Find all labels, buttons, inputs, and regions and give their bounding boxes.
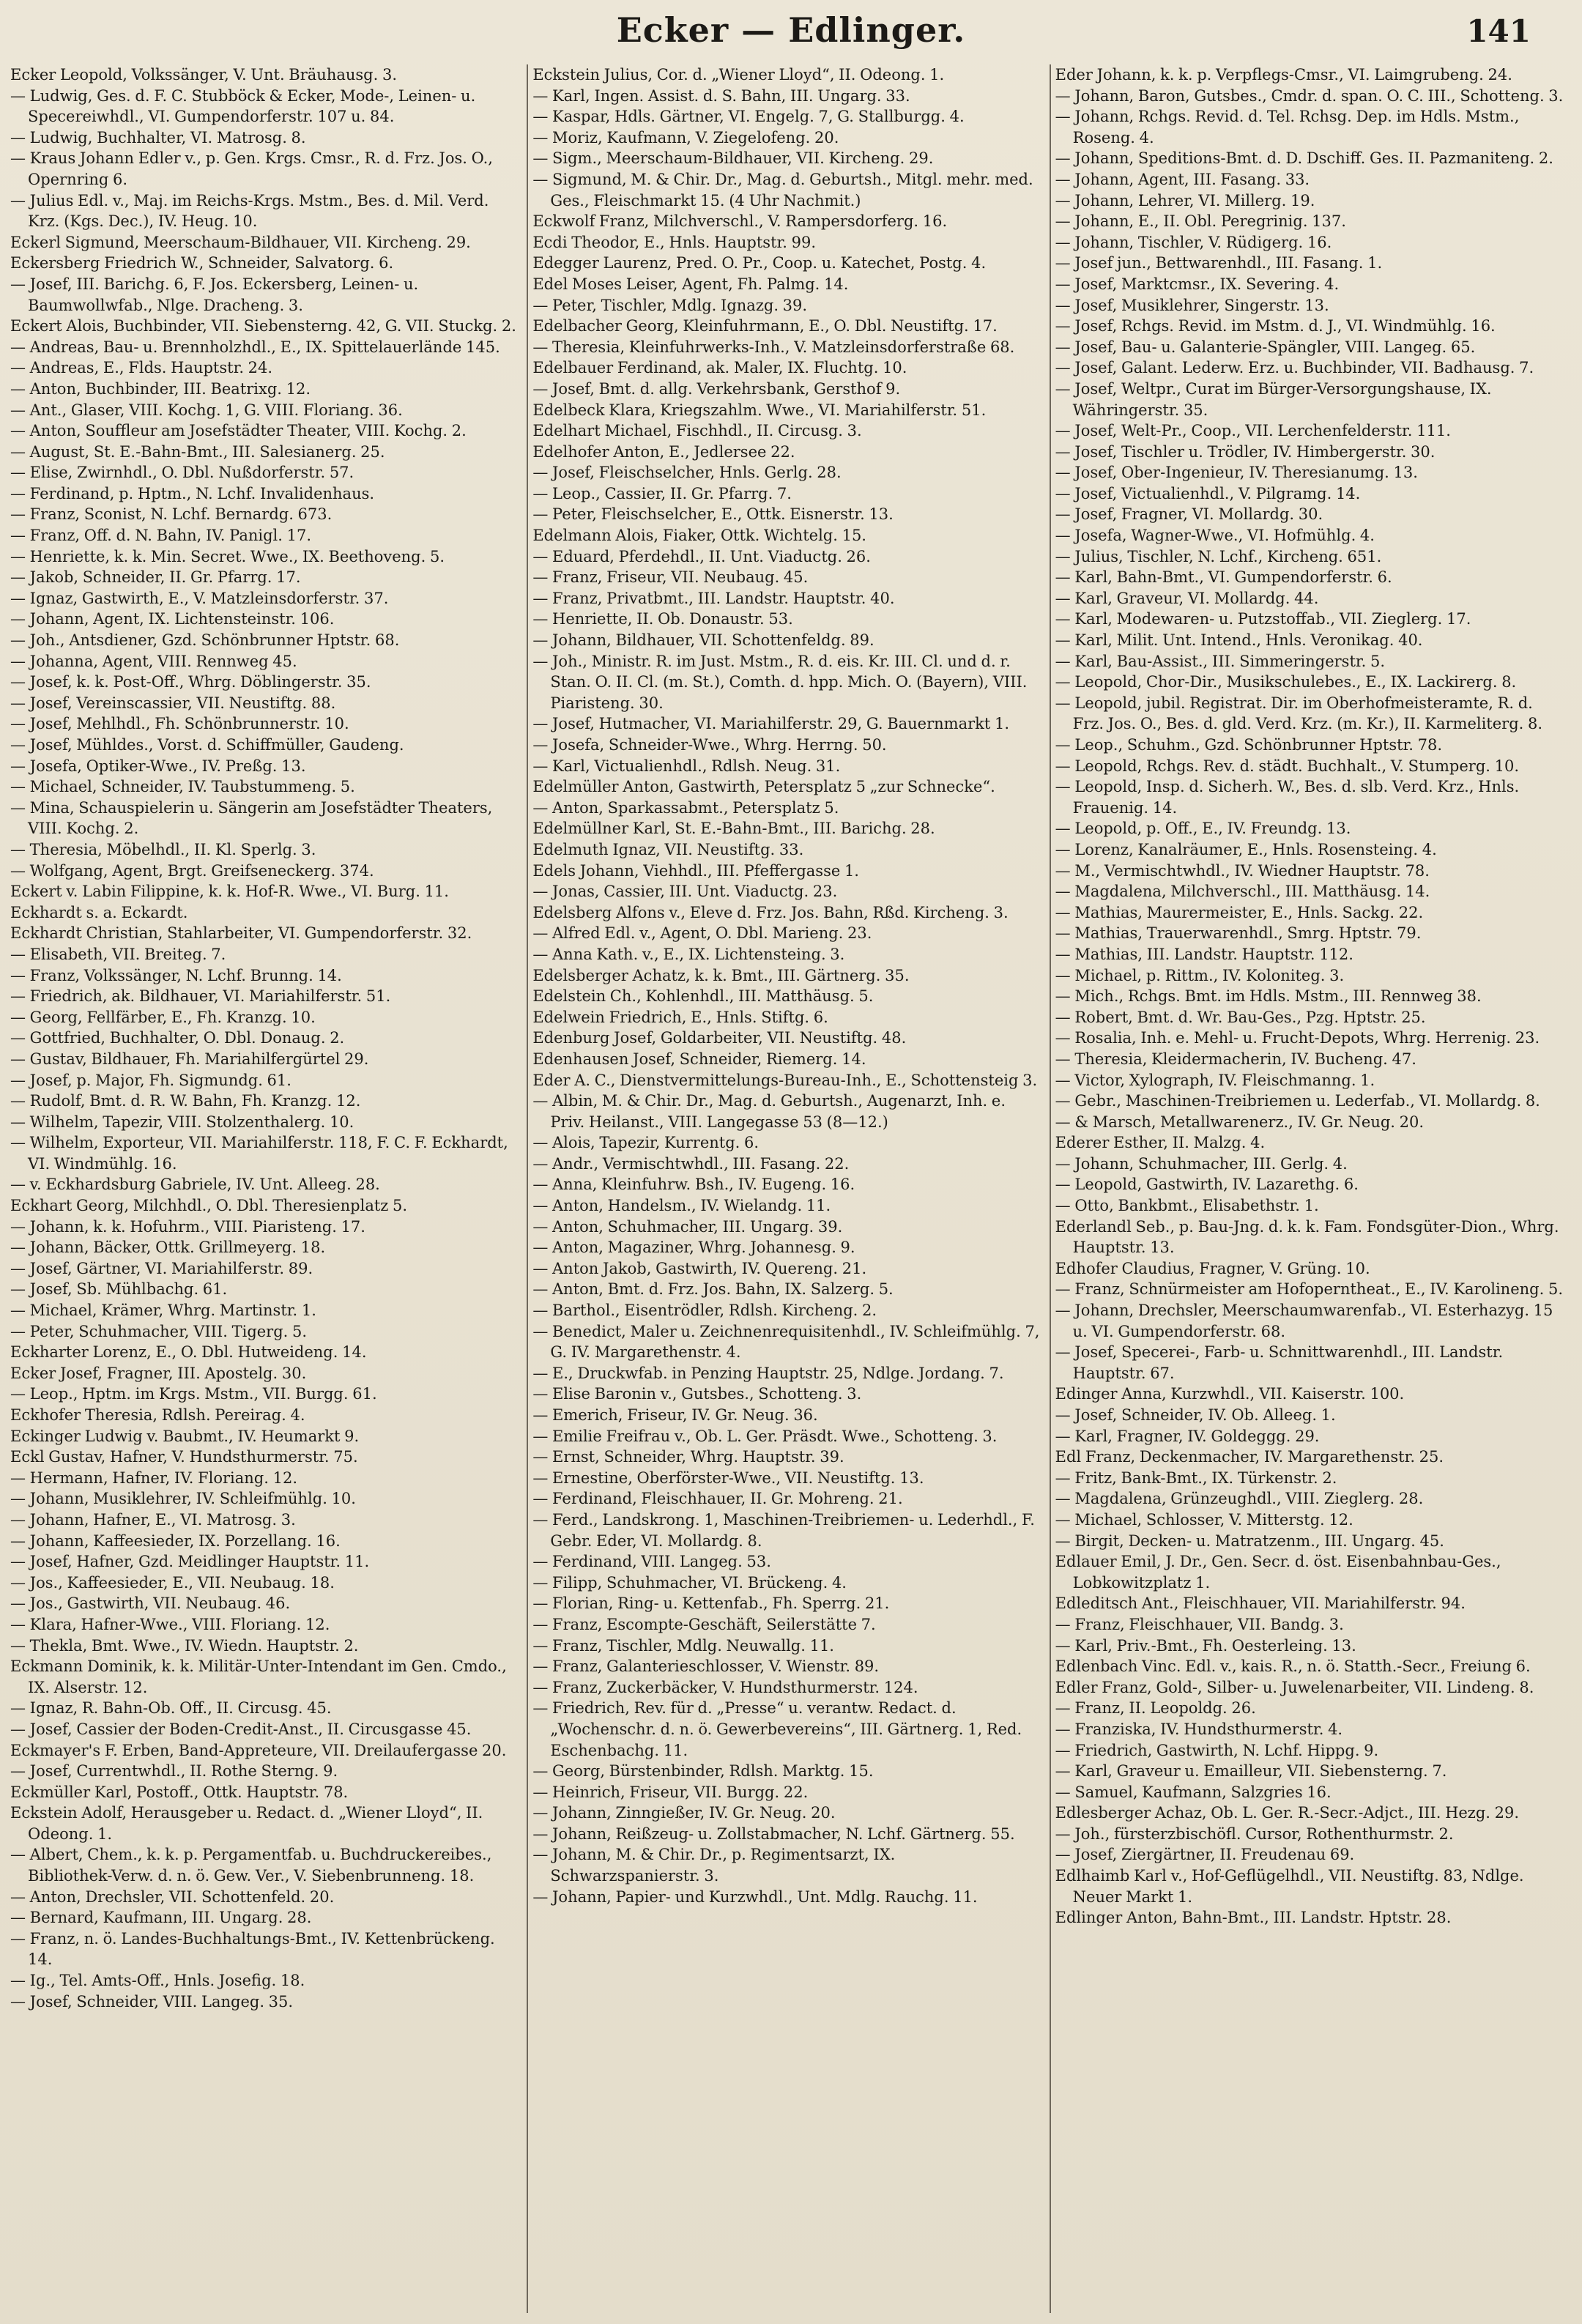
directory-entry: — Josef, Schneider, VIII. Langeg. 35. <box>10 1992 294 2011</box>
directory-entry: — Leopold, Chor-Dir., Musikschulebes., E., IX. Lackirerg. 8. <box>1055 673 1517 691</box>
directory-entry: — Josef, Bau- u. Galanterie-Spängler, VIII. Langeg. 65. <box>1055 338 1476 356</box>
directory-entry: — Josef, Bmt. d. allg. Verkehrsbank, Gersthof 9. <box>532 379 901 398</box>
directory-entry: Eder A. C., Dienstvermittelungs-Bureau-Inh., E., Schottensteig 3. <box>532 1071 1038 1089</box>
directory-entry: — Joh., Antsdiener, Gzd. Schönbrunner Hptstr. 68. <box>10 631 400 650</box>
directory-entry: — Rosalia, Inh. e. Mehl- u. Frucht-Depots, Whrg. Herrenig. 23. <box>1055 1029 1540 1047</box>
directory-entry: — Karl, Ingen. Assist. d. S. Bahn, III. Ungarg. 33. <box>532 86 910 105</box>
directory-entry: — Johann, Papier- und Kurzwhdl., Unt. Mdlg. Rauchg. 11. <box>532 1887 978 1906</box>
directory-entry: — August, St. E.-Bahn-Bmt., III. Salesianerg. 25. <box>10 442 385 461</box>
directory-entry: Eckerl Sigmund, Meerschaum-Bildhauer, VII. Kircheng. 29. <box>10 233 471 251</box>
directory-entry: — Klara, Hafner-Wwe., VIII. Floriang. 12. <box>10 1615 330 1633</box>
directory-entry: — Johann, Schuhmacher, III. Gerlg. 4. <box>1055 1154 1348 1173</box>
directory-entry: — Gustav, Bildhauer, Fh. Mariahilfergürtel 29. <box>10 1050 369 1068</box>
directory-entry: — Friedrich, Rev. für d. „Presse“ u. verantw. Redact. d. „Wochenschr. d. n. ö. Gewerbevereins“, III. Gärtnerg. 1, Red. Eschenbachg. 11. <box>532 1699 1022 1759</box>
directory-entry: — Franz, Zuckerbäcker, V. Hundsthurmerstr. 124. <box>532 1678 918 1696</box>
directory-entry: — Jos., Kaffeesieder, E., VII. Neubaug. 18. <box>10 1573 335 1592</box>
directory-entry: — Georg, Fellfärber, E., Fh. Kranzg. 10. <box>10 1008 316 1026</box>
directory-entry: — Jakob, Schneider, II. Gr. Pfarrg. 17. <box>10 568 301 587</box>
directory-entry: — Ferdinand, p. Hptm., N. Lchf. Invalidenhaus. <box>10 484 375 502</box>
directory-entry: — Mathias, Maurermeister, E., Hnls. Sackg. 22. <box>1055 903 1424 921</box>
directory-entry: — Andreas, Bau- u. Brennholzhdl., E., IX. Spittelauerlände 145. <box>10 338 500 356</box>
directory-entry: — Andr., Vermischtwhdl., III. Fasang. 22. <box>532 1154 850 1173</box>
directory-entry: — Fritz, Bank-Bmt., IX. Türkenstr. 2. <box>1055 1469 1337 1487</box>
directory-entry: Edhofer Claudius, Fragner, V. Grüng. 10. <box>1055 1259 1370 1277</box>
directory-entry: — Johann, E., II. Obl. Peregrinig. 137. <box>1055 212 1346 231</box>
directory-entry: — Gottfried, Buchhalter, O. Dbl. Donaug. 2. <box>10 1029 345 1047</box>
directory-entry: — Ignaz, R. Bahn-Ob. Off., II. Circusg. 45. <box>10 1699 332 1718</box>
directory-entry: — Benedict, Maler u. Zeichnenrequisitenhdl., IV. Schleifmühlg. 7, G. IV. Margarethenstr. 4. <box>532 1322 1040 1362</box>
directory-entry: — Joh., fürsterzbischöfl. Cursor, Rothenthurmstr. 2. <box>1055 1824 1454 1843</box>
directory-entry: — Franz, Privatbmt., III. Landstr. Hauptstr. 40. <box>532 589 895 607</box>
directory-entry: Eckstein Julius, Cor. d. „Wiener Lloyd“, II. Odeong. 1. <box>532 66 945 83</box>
column-3 <box>1051 64 1573 2313</box>
directory-entry: — Magdalena, Milchverschl., III. Matthäusg. 14. <box>1055 883 1430 901</box>
directory-entry: — Johann, Agent, III. Fasang. 33. <box>1055 170 1310 188</box>
directory-entry: — Andreas, E., Flds. Hauptstr. 24. <box>10 359 273 377</box>
directory-entry: — Hermann, Hafner, IV. Floriang. 12. <box>10 1469 297 1487</box>
directory-entry: — Anton, Schuhmacher, III. Ungarg. 39. <box>532 1217 843 1236</box>
directory-entry: — Johann, Tischler, V. Rüdigerg. 16. <box>1055 233 1332 251</box>
directory-entry: — Josef, Mühldes., Vorst. d. Schiffmüller, Gaudeng. <box>10 736 404 754</box>
directory-entry: — Karl, Graveur u. Emailleur, VII. Siebensterng. 7. <box>1055 1762 1447 1781</box>
directory-entry: — Theresia, Kleidermacherin, IV. Bucheng. 47. <box>1055 1050 1416 1068</box>
directory-entry: — Johann, Baron, Gutsbes., Cmdr. d. span. O. C. III., Schotteng. 3. <box>1055 86 1564 105</box>
directory-entry: Eckmüller Karl, Postoff., Ottk. Hauptstr. 78. <box>10 1783 349 1801</box>
directory-entry: — Josef jun., Bettwarenhdl., III. Fasang. 1. <box>1055 254 1383 272</box>
directory-entry: Eckharter Lorenz, E., O. Dbl. Hutweideng. 14. <box>10 1343 367 1362</box>
directory-entry: — Peter, Schuhmacher, VIII. Tigerg. 5. <box>10 1322 308 1340</box>
directory-entry: — Ludwig, Buchhalter, VI. Matrosg. 8. <box>10 128 306 146</box>
directory-entry: — Johann, Lehrer, VI. Millerg. 19. <box>1055 191 1315 209</box>
directory-entry: — Karl, Modewaren- u. Putzstoffab., VII. Zieglerg. 17. <box>1055 610 1471 628</box>
directory-entry: Edelhart Michael, Fischhdl., II. Circusg. 3. <box>532 422 862 440</box>
directory-entry: Edl Franz, Deckenmacher, IV. Margarethenstr. 25. <box>1055 1448 1444 1466</box>
directory-entry: — Franz, Sconist, N. Lchf. Bernardg. 673. <box>10 505 333 524</box>
directory-entry: — Sigmund, M. & Chir. Dr., Mag. d. Geburtsh., Mitgl. mehr. med. Ges., Fleischmarkt 15. (4 Uhr Nachmit.) <box>532 170 1033 209</box>
directory-entry: — Samuel, Kaufmann, Salzgries 16. <box>1055 1783 1332 1801</box>
directory-entry: — Josef, Fragner, VI. Mollardg. 30. <box>1055 505 1323 524</box>
directory-entry: — Peter, Fleischselcher, E., Ottk. Eisnerstr. 13. <box>532 505 894 524</box>
directory-entry: Ecker Leopold, Volkssänger, V. Unt. Bräuhausg. 3. <box>10 66 397 83</box>
directory-entry: — Sigm., Meerschaum-Bildhauer, VII. Kircheng. 29. <box>532 149 934 168</box>
directory-entry: — Michael, p. Rittm., IV. Koloniteg. 3. <box>1055 966 1345 984</box>
directory-entry: — Ignaz, Gastwirth, E., V. Matzleinsdorferstr. 37. <box>10 589 389 607</box>
directory-entry: — Karl, Bau-Assist., III. Simmeringerstr. 5. <box>1055 652 1386 670</box>
directory-entry: Edinger Anna, Kurzwhdl., VII. Kaiserstr. 100. <box>1055 1385 1405 1403</box>
directory-entry: — Johann, Bäcker, Ottk. Grillmeyerg. 18. <box>10 1239 326 1257</box>
directory-entry: Edegger Laurenz, Pred. O. Pr., Coop. u. Katechet, Postg. 4. <box>532 254 987 272</box>
directory-entry: Edelhofer Anton, E., Jedlersee 22. <box>532 442 795 461</box>
directory-entry: — Johann, Rchgs. Revid. d. Tel. Rchsg. Dep. im Hdls. Mstm., Roseng. 4. <box>1055 108 1520 146</box>
directory-entry: — Franz, Volkssänger, N. Lchf. Brunng. 14. <box>10 966 342 984</box>
directory-entry: Eckmayer's F. Erben, Band-Appreteure, VII. Dreilaufergasse 20. <box>10 1741 507 1759</box>
directory-entry: — Karl, Milit. Unt. Intend., Hnls. Veronikag. 40. <box>1055 631 1423 650</box>
directory-entry: — Leopold, jubil. Registrat. Dir. im Oberhofmeisteramte, R. d. Frz. Jos. O., Bes. d. gld. Verd. Krz. (m. Kr.), II. Karmeliterg. 8. <box>1055 694 1543 733</box>
directory-entry: — Leopold, p. Off., E., IV. Freundg. 13. <box>1055 820 1351 838</box>
directory-entry: Edelbacher Georg, Kleinfuhrmann, E., O. Dbl. Neustiftg. 17. <box>532 317 998 335</box>
directory-entry: — Josef, Tischler u. Trödler, IV. Himbergerstr. 30. <box>1055 442 1436 461</box>
directory-entry: — Karl, Priv.-Bmt., Fh. Oesterleing. 13. <box>1055 1636 1356 1655</box>
directory-entry: Edleditsch Ant., Fleischhauer, VII. Mariahilferstr. 94. <box>1055 1594 1466 1613</box>
directory-entry: — Franz, Friseur, VII. Neubaug. 45. <box>532 568 809 587</box>
directory-entry: Edels Johann, Viehhdl., III. Pfeffergasse 1. <box>532 861 859 880</box>
directory-entry: — Karl, Fragner, IV. Goldeggg. 29. <box>1055 1427 1320 1445</box>
directory-entry: — Anna, Kleinfuhrw. Bsh., IV. Eugeng. 16. <box>532 1176 855 1194</box>
directory-entry: — Josef, Vereinscassier, VII. Neustiftg. 88. <box>10 694 336 712</box>
directory-entry: — Franz, Galanterieschlosser, V. Wienstr. 89. <box>532 1657 880 1676</box>
directory-entry: — Friedrich, ak. Bildhauer, VI. Mariahilferstr. 51. <box>10 987 391 1006</box>
directory-entry: — Anna Kath. v., E., IX. Lichtensteing. 3. <box>532 945 845 963</box>
directory-entry: — Josef, Cassier der Boden-Credit-Anst., II. Circusgasse 45. <box>10 1720 472 1738</box>
directory-entry: — Josef, Gärtner, VI. Mariahilferstr. 89. <box>10 1259 313 1277</box>
directory-entry: — Josef, Rchgs. Revid. im Mstm. d. J., VI. Windmühlg. 16. <box>1055 317 1496 335</box>
directory-entry: — Julius Edl. v., Maj. im Reichs-Krgs. Mstm., Bes. d. Mil. Verd. Krz. (Kgs. Dec.), IV. Heug. 10. <box>10 191 489 231</box>
directory-entry: Eckhardt Christian, Stahlarbeiter, VI. Gumpendorferstr. 32. <box>10 924 472 943</box>
directory-entry: — Karl, Victualienhdl., Rdlsh. Neug. 31. <box>532 757 841 775</box>
directory-entry: — Johann, Bildhauer, VII. Schottenfeldg. 89. <box>532 631 874 650</box>
directory-entry: — Heinrich, Friseur, VII. Burgg. 22. <box>532 1783 809 1801</box>
directory-entry: — Johann, M. & Chir. Dr., p. Regimentsarzt, IX. Schwarzspanierstr. 3. <box>532 1846 896 1885</box>
directory-entry: — Karl, Graveur, VI. Mollardg. 44. <box>1055 589 1319 607</box>
directory-entry: — E., Druckwfab. in Penzing Hauptstr. 25, Ndlge. Jordang. 7. <box>532 1364 1004 1382</box>
directory-entry: — & Marsch, Metallwarenerz., IV. Gr. Neug. 20. <box>1055 1113 1425 1131</box>
directory-entry: — Johann, Drechsler, Meerschaumwarenfab., VI. Esterhazyg. 15 u. VI. Gumpendorferstr. 68. <box>1055 1302 1553 1340</box>
directory-entry: Edelmuth Ignaz, VII. Neustiftg. 33. <box>532 840 804 858</box>
directory-entry: — Ferd., Landskrong. 1, Maschinen-Treibriemen- u. Lederhdl., F. Gebr. Eder, VI. Mollardg. 8. <box>532 1510 1035 1550</box>
directory-entry: — Leop., Schuhm., Gzd. Schönbrunner Hptstr. 78. <box>1055 736 1443 754</box>
directory-entry: Ederlandl Seb., p. Bau-Jng. d. k. k. Fam. Fondsgüter-Dion., Whrg. Hauptstr. 13. <box>1055 1217 1559 1257</box>
directory-entry: Edelmüller Anton, Gastwirth, Petersplatz 5 „zur Schnecke“. <box>532 778 995 796</box>
directory-entry: — Johann, Kaffeesieder, IX. Porzellang. 16. <box>10 1532 341 1550</box>
directory-entry: Eckhofer Theresia, Rdlsh. Pereirag. 4. <box>10 1406 305 1424</box>
directory-entry: — Franz, Escompte-Geschäft, Seilerstätte 7. <box>532 1615 876 1633</box>
directory-entry: Edenhausen Josef, Schneider, Riemerg. 14. <box>532 1050 866 1068</box>
directory-entry: — Leop., Cassier, II. Gr. Pfarrg. 7. <box>532 484 792 502</box>
directory-entry: — Josef, Fleischselcher, Hnls. Gerlg. 28. <box>532 464 842 482</box>
directory-entry: Edenburg Josef, Goldarbeiter, VII. Neustiftg. 48. <box>532 1029 907 1047</box>
directory-entry: — Elise, Zwirnhdl., O. Dbl. Nußdorferstr. 57. <box>10 464 354 482</box>
directory-entry: Edlauer Emil, J. Dr., Gen. Secr. d. öst. Eisenbahnbau-Ges., Lobkowitzplatz 1. <box>1055 1553 1501 1592</box>
directory-entry: — Josef, Sb. Mühlbachg. 61. <box>10 1280 228 1299</box>
directory-entry: — Theresia, Kleinfuhrwerks-Inh., V. Matzleinsdorferstraße 68. <box>532 338 1015 356</box>
directory-entry: — Anton, Buchbinder, III. Beatrixg. 12. <box>10 379 311 398</box>
directory-entry: — Henriette, k. k. Min. Secret. Wwe., IX. Beethoveng. 5. <box>10 547 445 565</box>
directory-entry: — v. Eckhardsburg Gabriele, IV. Unt. Alleeg. 28. <box>10 1176 380 1194</box>
directory-entry: — Josef, Victualienhdl., V. Pilgramg. 14. <box>1055 484 1361 502</box>
directory-entry: — Mathias, Trauerwarenhdl., Smrg. Hptstr. 79. <box>1055 924 1422 943</box>
directory-entry: — Magdalena, Grünzeughdl., VIII. Zieglerg. 28. <box>1055 1490 1424 1508</box>
page-header <box>0 10 1582 54</box>
directory-entry: — Franz, II. Leopoldg. 26. <box>1055 1699 1256 1718</box>
directory-entry: Eckmann Dominik, k. k. Militär-Unter-Intendant im Gen. Cmdo., IX. Alserstr. 12. <box>10 1657 507 1696</box>
directory-entry: — Josef, p. Major, Fh. Sigmundg. 61. <box>10 1071 291 1089</box>
running-title: Ecker — Edlinger. <box>616 10 966 50</box>
directory-entry: — Josef, Weltpr., Curat im Bürger-Versorgungshause, IX. Währingerstr. 35. <box>1055 379 1492 419</box>
directory-entry: — Jonas, Cassier, III. Unt. Viaductg. 23. <box>532 883 838 901</box>
directory-entry: — Josef, Welt-Pr., Coop., VII. Lerchenfelderstr. 111. <box>1055 422 1451 440</box>
directory-entry: — Leopold, Gastwirth, IV. Lazarethg. 6. <box>1055 1176 1359 1194</box>
directory-entry: — Anton, Drechsler, VII. Schottenfeld. 20. <box>10 1887 335 1906</box>
directory-entry: Edlinger Anton, Bahn-Bmt., III. Landstr. Hptstr. 28. <box>1055 1909 1452 1927</box>
directory-entry: Edelbauer Ferdinand, ak. Maler, IX. Fluchtg. 10. <box>532 359 907 377</box>
directory-entry: — Michael, Krämer, Whrg. Martinstr. 1. <box>10 1302 316 1320</box>
directory-entry: Edelsberg Alfons v., Eleve d. Frz. Jos. Bahn, Rßd. Kircheng. 3. <box>532 903 1009 921</box>
directory-entry: Edler Franz, Gold-, Silber- u. Juwelenarbeiter, VII. Lindeng. 8. <box>1055 1678 1534 1696</box>
directory-entry: — Mathias, III. Landstr. Hauptstr. 112. <box>1055 945 1353 963</box>
directory-entry: — Alois, Tapezir, Kurrentg. 6. <box>532 1134 760 1152</box>
directory-entry: Edlesberger Achaz, Ob. L. Ger. R.-Secr.-Adjct., III. Hezg. 29. <box>1055 1804 1520 1822</box>
directory-entry: — Josef, Specerei-, Farb- u. Schnittwarenhdl., III. Landstr. Hauptstr. 67. <box>1055 1343 1504 1382</box>
directory-entry: — Rudolf, Bmt. d. R. W. Bahn, Fh. Kranzg. 12. <box>10 1092 361 1110</box>
directory-entry: — Josefa, Schneider-Wwe., Whrg. Herrng. 50. <box>532 736 887 754</box>
directory-entry: — Leopold, Rchgs. Rev. d. städt. Buchhalt., V. Stumperg. 10. <box>1055 757 1520 775</box>
directory-entry: Eckhardt s. a. Eckardt. <box>10 903 188 921</box>
directory-entry: Eckert Alois, Buchbinder, VII. Siebensterng. 42, G. VII. Stuckg. 2. <box>10 317 516 335</box>
directory-entry: — Lorenz, Kanalräumer, E., Hnls. Rosensteing. 4. <box>1055 840 1437 858</box>
directory-entry: — Ernestine, Oberförster-Wwe., VII. Neustiftg. 13. <box>532 1469 924 1487</box>
directory-entry: — Otto, Bankbmt., Elisabethstr. 1. <box>1055 1197 1319 1215</box>
directory-entry: Ederer Esther, II. Malzg. 4. <box>1055 1134 1266 1152</box>
directory-entry: — Albert, Chem., k. k. p. Pergamentfab. u. Buchdruckereibes., Bibliothek-Verw. d. n. ö. Gew. Ver., V. Siebenbrunneng. 18. <box>10 1846 492 1885</box>
directory-entry: — Johanna, Agent, VIII. Rennweg 45. <box>10 652 297 670</box>
directory-entry: — Josef, Ober-Ingenieur, IV. Theresianumg. 13. <box>1055 464 1418 482</box>
directory-entry: — Franziska, IV. Hundsthurmerstr. 4. <box>1055 1720 1343 1738</box>
directory-entry: — Josef, Galant. Lederw. Erz. u. Buchbinder, VII. Badhausg. 7. <box>1055 359 1534 377</box>
directory-entry: — Friedrich, Gastwirth, N. Lchf. Hippg. 9. <box>1055 1741 1379 1759</box>
directory-entry: — Anton Jakob, Gastwirth, IV. Quereng. 21. <box>532 1259 867 1277</box>
directory-entry: — Florian, Ring- u. Kettenfab., Fh. Sperrg. 21. <box>532 1594 890 1613</box>
directory-entry: — Alfred Edl. v., Agent, O. Dbl. Marieng. 23. <box>532 924 872 943</box>
directory-entry: — Jos., Gastwirth, VII. Neubaug. 46. <box>10 1594 291 1613</box>
directory-entry: — Franz, Tischler, Mdlg. Neuwallg. 11. <box>532 1636 834 1655</box>
directory-entry: — Emerich, Friseur, IV. Gr. Neug. 36. <box>532 1406 818 1424</box>
directory-entry: Ecker Josef, Fragner, III. Apostelg. 30. <box>10 1364 307 1382</box>
directory-entry: — Franz, Fleischhauer, VII. Bandg. 3. <box>1055 1615 1344 1633</box>
directory-entry: — Filipp, Schuhmacher, VI. Brückeng. 4. <box>532 1573 847 1592</box>
directory-entry: — Mich., Rchgs. Bmt. im Hdls. Mstm., III. Rennweg 38. <box>1055 987 1482 1006</box>
directory-entry: Eckwolf Franz, Milchverschl., V. Rampersdorferg. 16. <box>532 212 948 231</box>
column-2 <box>528 64 1050 2313</box>
directory-entry: — Ig., Tel. Amts-Off., Hnls. Josefig. 18. <box>10 1972 305 1990</box>
directory-entry: — Josef, Hutmacher, VI. Mariahilferstr. 29, G. Bauernmarkt 1. <box>532 715 1010 733</box>
directory-entry: Edelstein Ch., Kohlenhdl., III. Matthäusg. 5. <box>532 987 874 1006</box>
directory-entry: — Victor, Xylograph, IV. Fleischmanng. 1. <box>1055 1071 1375 1089</box>
directory-entry: — Albin, M. & Chir. Dr., Mag. d. Geburtsh., Augenarzt, Inh. e. Priv. Heilanst., VIII. Langegasse 53 (8—12.) <box>532 1092 1006 1131</box>
directory-entry: — Josef, k. k. Post-Off., Whrg. Döblingerstr. 35. <box>10 673 371 691</box>
directory-entry: — Anton, Handelsm., IV. Wielandg. 11. <box>532 1197 831 1215</box>
directory-entry: — Michael, Schlosser, V. Mitterstg. 12. <box>1055 1510 1353 1529</box>
directory-entry: — Johann, Agent, IX. Lichtensteinstr. 106. <box>10 610 335 628</box>
directory-entry: — Johann, Reißzeug- u. Zollstabmacher, N. Lchf. Gärtnerg. 55. <box>532 1824 1015 1843</box>
directory-entry: — Josef, Hafner, Gzd. Meidlinger Hauptstr. 11. <box>10 1553 370 1571</box>
directory-entry: — Leopold, Insp. d. Sicherh. W., Bes. d. slb. Verd. Krz., Hnls. Frauenig. 14. <box>1055 778 1520 817</box>
directory-entry: — Julius, Tischler, N. Lchf., Kircheng. 651. <box>1055 547 1382 565</box>
directory-entry: — Anton, Magaziner, Whrg. Johannesg. 9. <box>532 1239 855 1257</box>
directory-entry: — Robert, Bmt. d. Wr. Bau-Ges., Pzg. Hptstr. 25. <box>1055 1008 1426 1026</box>
directory-entry: — Emilie Freifrau v., Ob. L. Ger. Präsdt. Wwe., Schotteng. 3. <box>532 1427 998 1445</box>
directory-entry: — Peter, Tischler, Mdlg. Ignazg. 39. <box>532 296 808 314</box>
directory-entry: — Anton, Souffleur am Josefstädter Theater, VIII. Kochg. 2. <box>10 422 467 440</box>
directory-entry: — Johann, Speditions-Bmt. d. D. Dschiff. Ges. II. Pazmaniteng. 2. <box>1055 149 1553 168</box>
directory-entry: Eckstein Adolf, Herausgeber u. Redact. d. „Wiener Lloyd“, II. Odeong. 1. <box>10 1804 483 1843</box>
directory-entry: — Michael, Schneider, IV. Taubstummeng. 5. <box>10 778 355 796</box>
directory-entry: — Ferdinand, Fleischhauer, II. Gr. Mohreng. 21. <box>532 1490 903 1508</box>
directory-entry: Eckert v. Labin Filippine, k. k. Hof-R. Wwe., VI. Burg. 11. <box>10 883 449 901</box>
directory-entry: Eder Johann, k. k. p. Verpflegs-Cmsr., VI. Laimgrubeng. 24. <box>1055 66 1512 83</box>
directory-entry: — Wolfgang, Agent, Brgt. Greifseneckerg. 374. <box>10 861 374 880</box>
directory-entry: — M., Vermischtwhdl., IV. Wiedner Hauptstr. 78. <box>1055 861 1430 880</box>
directory-entry: — Birgit, Decken- u. Matratzenm., III. Ungarg. 45. <box>1055 1532 1444 1550</box>
directory-entry: — Johann, Musiklehrer, IV. Schleifmühlg. 10. <box>10 1490 356 1508</box>
column-1 <box>6 64 528 2313</box>
directory-entry: — Wilhelm, Tapezir, VIII. Stolzenthalerg. 10. <box>10 1113 354 1131</box>
directory-entry: — Josef, III. Barichg. 6, F. Jos. Eckersberg, Leinen- u. Baumwollwfab., Nlge. Dracheng. 3. <box>10 275 419 314</box>
directory-entry: — Eduard, Pferdehdl., II. Unt. Viaductg. 26. <box>532 547 871 565</box>
directory-entry: — Barthol., Eisentrödler, Rdlsh. Kircheng. 2. <box>532 1302 877 1320</box>
directory-entry: — Thekla, Bmt. Wwe., IV. Wiedn. Hauptstr. 2. <box>10 1636 359 1655</box>
directory-entry: Eckinger Ludwig v. Baubmt., IV. Heumarkt 9. <box>10 1427 360 1445</box>
directory-entry: — Georg, Bürstenbinder, Rdlsh. Marktg. 15. <box>532 1762 874 1781</box>
directory-entry: — Johann, Zinngießer, IV. Gr. Neug. 20. <box>532 1804 836 1822</box>
directory-entry: — Kaspar, Hdls. Gärtner, VI. Engelg. 7, G. Stallburgg. 4. <box>532 108 965 126</box>
directory-entry: — Bernard, Kaufmann, III. Ungarg. 28. <box>10 1909 312 1927</box>
directory-entry: — Franz, Off. d. N. Bahn, IV. Panigl. 17. <box>10 527 312 545</box>
directory-entry: — Ludwig, Ges. d. F. C. Stubböck & Ecker, Mode-, Leinen- u. Specereiwhdl., VI. Gumpendorferstr. 107 u. 84. <box>10 86 476 126</box>
directory-entry: Eckersberg Friedrich W., Schneider, Salvatorg. 6. <box>10 254 394 272</box>
directory-entry: Ecdi Theodor, E., Hnls. Hauptstr. 99. <box>532 233 816 251</box>
directory-entry: Edelwein Friedrich, E., Hnls. Stiftg. 6. <box>532 1008 828 1026</box>
directory-entry: — Ant., Glaser, VIII. Kochg. 1, G. VIII. Floriang. 36. <box>10 401 403 419</box>
directory-entry: — Joh., Ministr. R. im Just. Mstm., R. d. eis. Kr. III. Cl. und d. r. Stan. O. II. Cl. (m. St.), Comth. d. hpp. Mich. O. (Bayern), VIII. Piaristeng. 30. <box>532 652 1028 712</box>
directory-entry: — Josefa, Wagner-Wwe., VI. Hofmühlg. 4. <box>1055 527 1375 545</box>
directory-entry: Edelmüllner Karl, St. E.-Bahn-Bmt., III. Barichg. 28. <box>532 820 935 838</box>
directory-entry: — Franz, Schnürmeister am Hofoperntheat., E., IV. Karolineng. 5. <box>1055 1280 1563 1299</box>
directory-entry: — Johann, Hafner, E., VI. Matrosg. 3. <box>10 1510 296 1529</box>
directory-entry: — Josef, Marktcmsr., IX. Severing. 4. <box>1055 275 1340 293</box>
directory-entry: — Franz, n. ö. Landes-Buchhaltungs-Bmt., IV. Kettenbrückeng. 14. <box>10 1929 495 1969</box>
directory-entry: — Karl, Bahn-Bmt., VI. Gumpendorferstr. 6. <box>1055 568 1392 587</box>
directory-entry: — Moriz, Kaufmann, V. Ziegelofeng. 20. <box>532 128 839 146</box>
directory-entry: — Henriette, II. Ob. Donaustr. 53. <box>532 610 793 628</box>
directory-entry: — Leop., Hptm. im Krgs. Mstm., VII. Burgg. 61. <box>10 1385 377 1403</box>
directory-entry: — Ernst, Schneider, Whrg. Hauptstr. 39. <box>532 1448 844 1466</box>
directory-entry: Edelmann Alois, Fiaker, Ottk. Wichtelg. 15. <box>532 527 866 545</box>
directory-entry: — Josef, Musiklehrer, Singerstr. 13. <box>1055 296 1329 314</box>
directory-entry: — Wilhelm, Exporteur, VII. Mariahilferstr. 118, F. C. F. Eckhardt, VI. Windmühlg. 16. <box>10 1134 508 1173</box>
directory-entry: — Josef, Ziergärtner, II. Freudenau 69. <box>1055 1846 1355 1864</box>
directory-entry: — Josefa, Optiker-Wwe., IV. Preßg. 13. <box>10 757 306 775</box>
directory-entry: — Kraus Johann Edler v., p. Gen. Krgs. Cmsr., R. d. Frz. Jos. O., Opernring 6. <box>10 149 493 188</box>
directory-entry: Edlenbach Vinc. Edl. v., kais. R., n. ö. Statth.-Secr., Freiung 6. <box>1055 1657 1531 1676</box>
directory-entry: — Ferdinand, VIII. Langeg. 53. <box>532 1553 771 1571</box>
directory-entry: — Josef, Mehlhdl., Fh. Schönbrunnerstr. 10. <box>10 715 349 733</box>
columns <box>6 64 1573 2313</box>
directory-entry: — Theresia, Möbelhdl., II. Kl. Sperlg. 3. <box>10 840 316 858</box>
directory-entry: Edlhaimb Karl v., Hof-Geflügelhdl., VII. Neustiftg. 83, Ndlge. Neuer Markt 1. <box>1055 1867 1524 1906</box>
directory-entry: — Elise Baronin v., Gutsbes., Schotteng. 3. <box>532 1385 862 1403</box>
directory-entry: Eckl Gustav, Hafner, V. Hundsthurmerstr. 75. <box>10 1448 358 1466</box>
directory-entry: — Anton, Bmt. d. Frz. Jos. Bahn, IX. Salzerg. 5. <box>532 1280 894 1299</box>
directory-entry: — Josef, Currentwhdl., II. Rothe Sterng. 9. <box>10 1762 338 1781</box>
directory-entry: Edelsberger Achatz, k. k. Bmt., III. Gärtnerg. 35. <box>532 966 910 984</box>
directory-entry: Eckhart Georg, Milchhdl., O. Dbl. Theresienplatz 5. <box>10 1197 408 1215</box>
directory-entry: Edelbeck Klara, Kriegszahlm. Wwe., VI. Mariahilferstr. 51. <box>532 401 987 419</box>
directory-entry: — Johann, k. k. Hofuhrm., VIII. Piaristeng. 17. <box>10 1217 365 1236</box>
directory-entry: — Anton, Sparkassabmt., Petersplatz 5. <box>532 798 839 817</box>
directory-entry: — Mina, Schauspielerin u. Sängerin am Josefstädter Theaters, VIII. Kochg. 2. <box>10 798 493 838</box>
directory-entry: — Gebr., Maschinen-Treibriemen u. Lederfab., VI. Mollardg. 8. <box>1055 1092 1540 1110</box>
page-number: 141 <box>1466 13 1531 49</box>
directory-entry: — Elisabeth, VII. Breiteg. 7. <box>10 945 226 963</box>
directory-entry: Edel Moses Leiser, Agent, Fh. Palmg. 14. <box>532 275 849 293</box>
directory-entry: — Josef, Schneider, IV. Ob. Alleeg. 1. <box>1055 1406 1336 1424</box>
